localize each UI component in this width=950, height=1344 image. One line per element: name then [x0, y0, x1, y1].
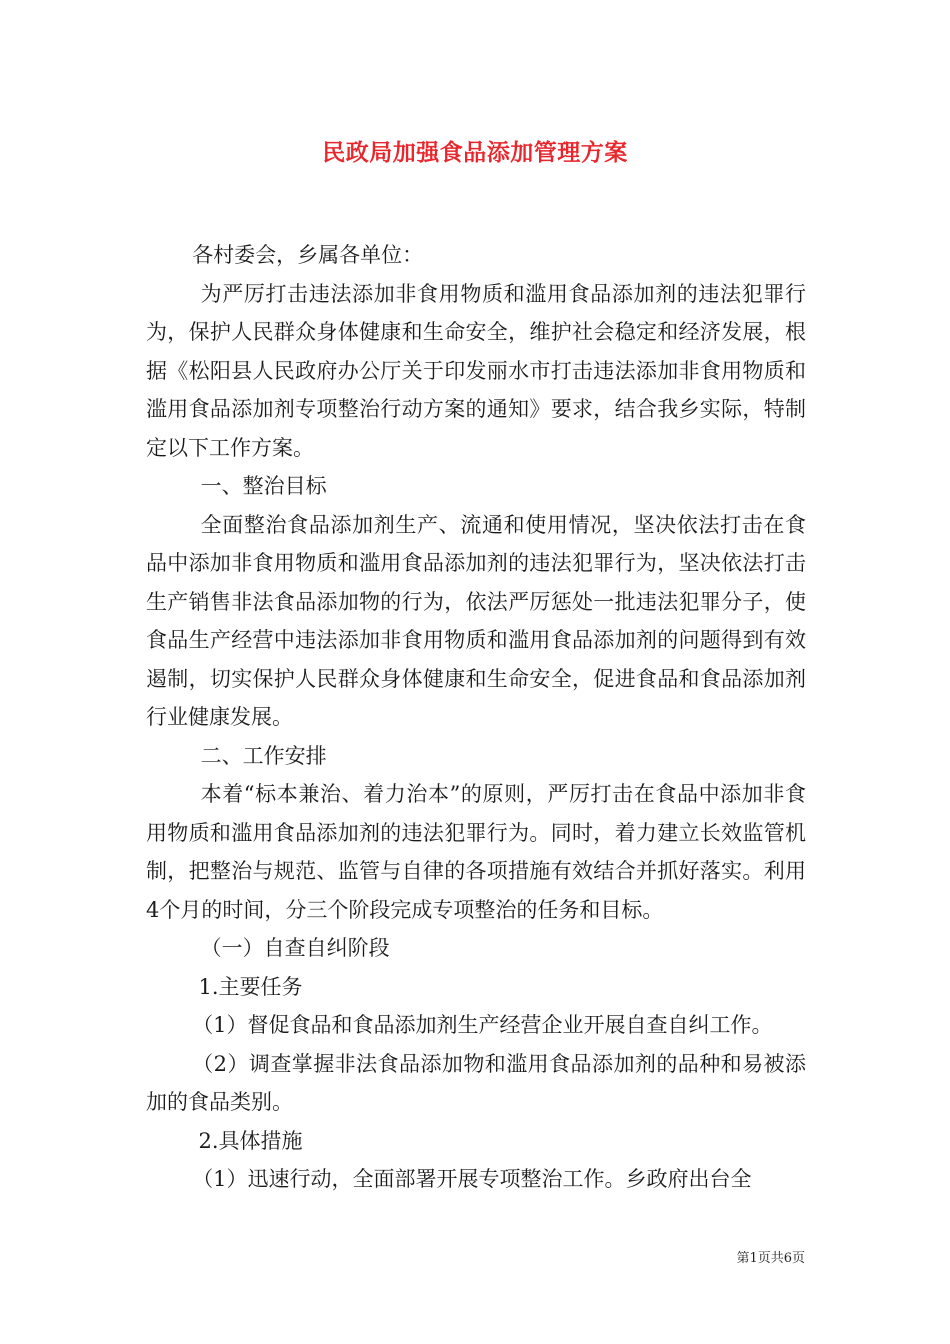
subsection-heading-1: （一）自查自纠阶段 — [200, 936, 390, 960]
goal-paragraph: 全面整治食品添加剂生产、流通和使用情况，坚决依法打击在食品中添加非食用物质和滥用食品添加剂的违法犯罪行为，坚决依法打击生产销售非法食品添加物的行为，依法严厉惩处一批违法犯罪分子，使食品生产经营中违法添加非食用物质和滥用食品添加剂的问题得到有效遏制，切实保护人民群众身体健康和生命安全，促进食品和食品添加剂行业健康发展。 — [146, 512, 806, 729]
page-number: 第1页共6页 — [736, 1251, 805, 1266]
measures-heading: 2.具体措施 — [198, 1128, 303, 1153]
intro-paragraph: 为严厉打击违法添加非食用物质和滥用食品添加剂的违法犯罪行为，保护人民群众身体健康和生命安全，维护社会稳定和经济发展，根据《松阳县人民政府办公厅关于印发丽水市打击违法添加非食用物质和滥用食品添加剂专项整治行动方案的通知》要求，结合我乡实际，特制定以下工作方案。 — [146, 281, 806, 460]
document-body — [146, 236, 806, 1199]
arrangement-paragraph: 本着“标本兼治、着力治本”的原则，严厉打击在食品中添加非食用物质和滥用食品添加剂的违法犯罪行为。同时，着力建立长效监管机制，把整治与规范、监管与自律的各项措施有效结合并抓好落实。利用4个月的时间，分三个阶段完成专项整治的任务和目标。 — [146, 782, 806, 922]
section-heading-2: 二、工作安排 — [200, 743, 327, 768]
measure-item-1: （1）迅速行动，全面部署开展专项整治工作。乡政府出台全 — [192, 1167, 752, 1191]
main-tasks-heading: 1.主要任务 — [198, 974, 303, 999]
salutation: 各村委会，乡属各单位： — [192, 243, 424, 267]
task-item-1: （1）督促食品和食品添加剂生产经营企业开展自查自纠工作。 — [192, 1013, 773, 1037]
document-title: 民政局加强食品添加管理方案 — [322, 139, 628, 166]
section-heading-1: 一、整治目标 — [200, 474, 327, 498]
task-item-2: （2）调查掌握非法食品添加物和滥用食品添加剂的品种和易被添加的食品类别。 — [146, 1051, 806, 1114]
